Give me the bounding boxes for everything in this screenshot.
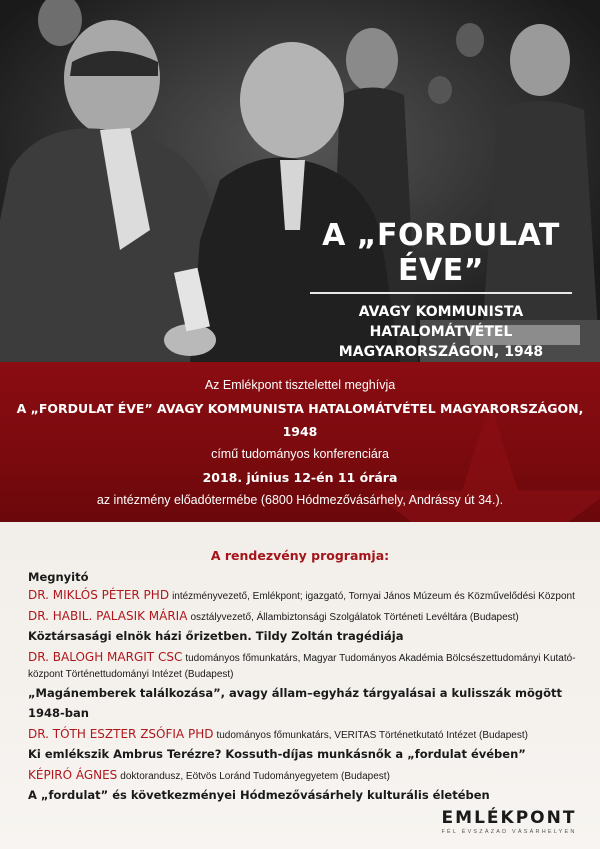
speaker-affiliation: tudományos főmunkatárs, Magyar Tudományos Akadémia Bölcsészettudományi Kutató- — [185, 653, 576, 664]
program-heading: A rendezvény programja: — [210, 548, 390, 563]
logo-tagline: FÉL ÉVSZÁZAD VÁSÁRHELYEN — [441, 829, 577, 835]
emlekpont-logo — [434, 808, 584, 835]
speaker-affiliation-cont: központ Történettudományi Intézet (Budapest) — [28, 669, 234, 680]
program-entry — [28, 587, 578, 605]
event-venue: az intézmény előadótermébe (6800 Hódmezővásárhely, Andrássy út 34.). — [96, 493, 504, 507]
speaker-affiliation: doktorandusz, Eötvös Loránd Tudományegyetem (Budapest) — [120, 771, 390, 782]
speaker-affiliation: tudományos főmunkatárs, VERITAS Történetkutató Intézet (Budapest) — [216, 730, 528, 741]
speaker-name: KÉPIRÓ ÁGNES — [28, 768, 118, 782]
title-divider — [310, 292, 572, 294]
invitation-line-3: című tudományos konferenciára — [211, 447, 389, 461]
speaker-name: DR. TÓTH ESZTER ZSÓFIA PHD — [28, 727, 214, 741]
program-entry — [28, 649, 578, 723]
conference-title: A „FORDULAT ÉVE” AVAGY KOMMUNISTA HATALOMÁTVÉTEL MAGYARORSZÁGON, 1948 — [16, 401, 584, 439]
talk-title: Köztársasági elnök házi őrizetben. Tildy Zoltán tragédiája — [28, 629, 404, 643]
speaker-name: DR. HABIL. PALASIK MÁRIA — [28, 609, 188, 623]
hero-subtitle-line1: AVAGY KOMMUNISTA HATALOMÁTVÉTEL — [358, 304, 524, 340]
invitation-band — [0, 362, 600, 522]
program-section — [0, 522, 600, 849]
hero-title: A „FORDULAT ÉVE” — [322, 218, 560, 288]
program-entry — [28, 726, 578, 764]
invitation-line-1: Az Emlékpont tisztelettel meghívja — [204, 378, 396, 392]
opening-label: Megnyitó — [28, 570, 89, 584]
hero-subtitle-line2: MAGYARORSZÁGON, 1948 — [338, 344, 544, 360]
speaker-affiliation: intézményvezető, Emlékpont; igazgató, Tornyai János Múzeum és Közművelődési Központ — [172, 591, 575, 602]
hero-title-block — [306, 218, 576, 362]
talk-title: A „fordulat” és következményei Hódmezővásárhely kulturális életében — [28, 788, 490, 802]
speaker-affiliation: osztályvezető, Állambiztonsági Szolgálatok Történeti Levéltára (Budapest) — [190, 612, 519, 623]
hero-photo — [0, 0, 600, 362]
program-list — [28, 570, 578, 808]
program-entry — [28, 767, 578, 805]
talk-title: Ki emlékszik Ambrus Terézre? Kossuth-díjas munkásnők a „fordulat évében” — [28, 747, 526, 761]
program-entry — [28, 608, 578, 646]
speaker-name: DR. MIKLÓS PÉTER PHD — [28, 588, 170, 602]
event-date: 2018. június 12-én 11 órára — [202, 470, 398, 485]
logo-word: EMLÉKPONT — [441, 808, 577, 828]
talk-title: „Magánemberek találkozása”, avagy állam–egyház tárgyalásai a kulisszák mögött 1948-ban — [28, 686, 563, 720]
speaker-name: DR. BALOGH MARGIT CSC — [28, 650, 183, 664]
